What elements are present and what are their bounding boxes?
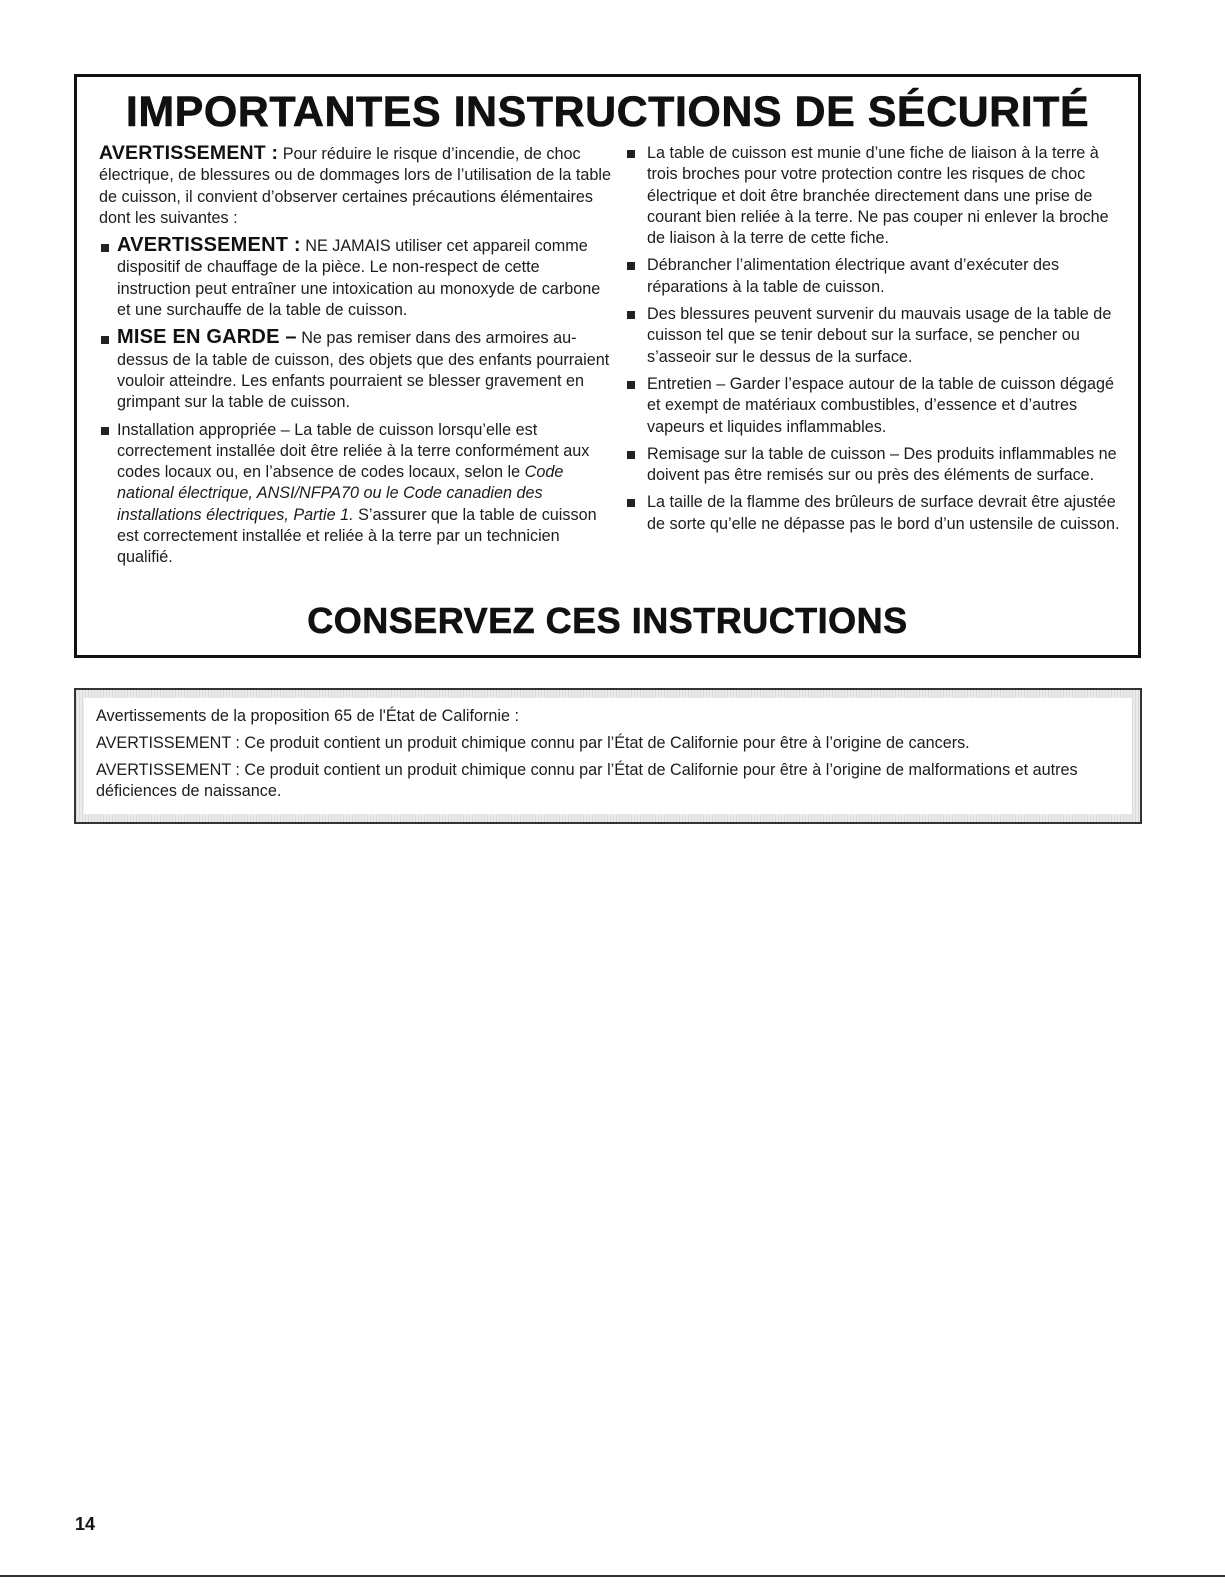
prop65-warning-box <box>74 688 1142 824</box>
list-item <box>99 235 611 321</box>
bullet-icon <box>627 150 635 158</box>
item-text: Entretien – Garder l’espace autour de la table de cuisson dégagé et exempt de matériaux combustibles, d’essence et d’autres vapeurs et liquides inflammables. <box>647 374 1115 436</box>
bottom-rule <box>0 1575 1225 1577</box>
item-text: Débrancher l’alimentation électrique avant d’exécuter des réparations à la table de cuisson. <box>647 256 1060 296</box>
bullet-icon <box>627 381 635 389</box>
prop65-warning-birth-defects: AVERTISSEMENT : Ce produit contient un produit chimique connu par l’État de Californie pour être à l’origine de malformations et autres déficiences de naissance. <box>96 761 1078 800</box>
bullet-icon <box>627 311 635 319</box>
bullet-icon <box>101 244 109 252</box>
intro-label: AVERTISSEMENT : <box>99 142 279 164</box>
item-text: Installation appropriée – La table de cuisson lorsqu’elle est correctement installée doit être reliée à la terre conformément aux codes locaux ou, en l’absence de codes locaux, selon le <box>117 420 590 482</box>
list-item <box>99 327 611 413</box>
item-label: AVERTISSEMENT : <box>117 234 301 257</box>
left-column <box>99 143 611 569</box>
item-text: La taille de la flamme des brûleurs de surface devrait être ajustée de sorte qu’elle ne dépasse pas le bord d’un ustensile de cuisson. <box>647 493 1120 533</box>
list-item <box>99 420 611 569</box>
item-text: Des blessures peuvent survenir du mauvais usage de la table de cuisson tel que se tenir debout sur la surface, se pencher ou s’asseoir sur le dessus de la surface. <box>647 305 1112 366</box>
list-item <box>625 492 1125 535</box>
item-text: S’assurer que la table de cuisson est correctement installée et reliée à la terre par un technicien qualifié. <box>117 505 597 567</box>
intro-text: Pour réduire le risque d’incendie, de choc électrique, de blessures ou de dommages lors de l’utilisation de la table de cuisson, il convient d’observer certaines précautions élémentaires dont les suivantes : <box>99 145 612 227</box>
item-text: Ne pas remiser dans des armoires au-dessus de la table de cuisson, des objets que des enfants pourraient vouloir atteindre. Les enfants pourraient se blesser gravement en grimpant sur la table de cuisson. <box>117 329 610 412</box>
bullet-icon <box>627 262 635 270</box>
item-text: Remisage sur la table de cuisson – Des produits inflammables ne doivent pas être remisés sur ou près des éléments de surface. <box>647 444 1117 485</box>
intro-paragraph <box>99 143 611 229</box>
bullet-icon <box>627 499 635 507</box>
item-label: MISE EN GARDE – <box>117 326 297 349</box>
safety-instructions-box <box>74 74 1141 658</box>
list-item <box>625 255 1125 298</box>
list-item <box>625 304 1125 368</box>
right-column <box>625 143 1125 535</box>
prop65-content <box>84 698 1132 814</box>
list-item <box>625 143 1125 249</box>
bullet-icon <box>101 336 109 344</box>
item-text: NE JAMAIS utiliser cet appareil comme dispositif de chauffage de la pièce. Le non-respect de cette instruction peut entraîner une intoxication au monoxyde de carbone et une surchauffe de la table de cuisson. <box>117 237 601 320</box>
bullet-icon <box>101 427 109 435</box>
list-item <box>625 444 1125 487</box>
prop65-warning-cancer: AVERTISSEMENT : Ce produit contient un produit chimique connu par l’État de Californie pour être à l’origine de cancers. <box>96 734 970 752</box>
safety-title: IMPORTANTES INSTRUCTIONS DE SÉCURITÉ <box>125 88 1090 136</box>
prop65-heading: Avertissements de la proposition 65 de l'État de Californie : <box>96 707 520 725</box>
bullet-icon <box>627 451 635 459</box>
item-text-italic: Code national électrique, ANSI/NFPA70 ou le Code canadien des installations électriques, Partie 1. <box>117 463 564 524</box>
item-text: La table de cuisson est munie d’une fiche de liaison à la terre à trois broches pour votre protection contre les risques de choc électrique et doit être branchée directement dans une prise de courant bien reliée à la terre. Ne pas couper ni enlever la broche de liaison à la terre de cette fiche. <box>647 144 1109 248</box>
list-item <box>625 374 1125 438</box>
save-instructions-heading: CONSERVEZ CES INSTRUCTIONS <box>307 600 908 641</box>
page-number: 14 <box>75 1514 96 1534</box>
